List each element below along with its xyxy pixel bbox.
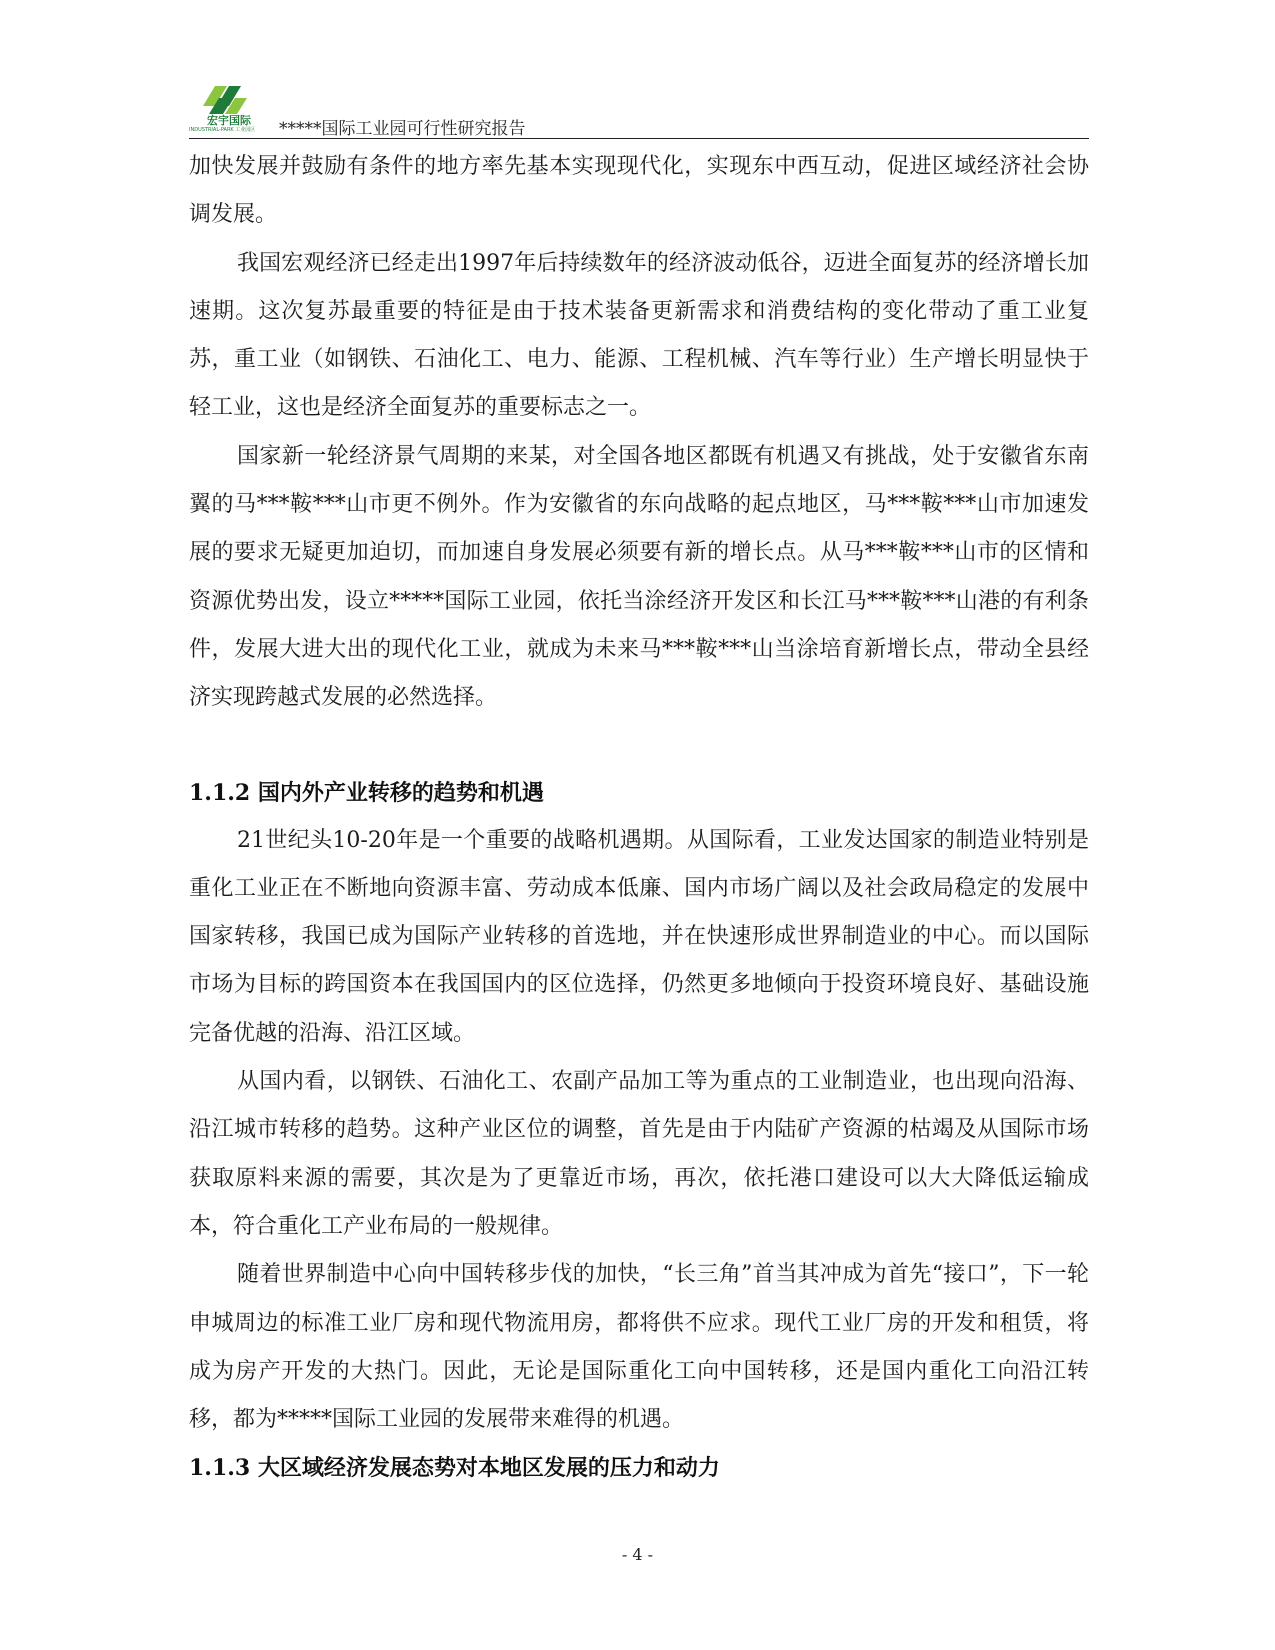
paragraph: 21世纪头10-20年是一个重要的战略机遇期。从国际看，工业发达国家的制造业特别是重化工业正在不断地向资源丰富、劳动成本低廉、国内市场广阔以及社会政局稳定的发展中国家转移，我国已成为国际产业转移的首选地，并在快速形成世界制造业的中心。而以国际市场为目标的跨国资本在我国国内的区位选择，仍然更多地倾向于投资环境良好、基础设施完备优越的沿海、沿江区域。 — [189, 827, 1089, 1046]
paragraph: 我国宏观经济已经走出1997年后持续数年的经济波动低谷，迈进全面复苏的经济增长加速期。这次复苏最重要的特征是由于技术装备更新需求和消费结构的变化带动了重工业复苏，重工业（如钢铁、石油化工、电力、能源、工程机械、汽车等行业）生产增长明显快于轻工业，这也是经济全面复苏的重要标志之一。 — [189, 250, 1089, 421]
section-heading: 1.1.3 大区域经济发展态势对本地区发展的压力和动力 — [189, 1455, 720, 1482]
section-heading: 1.1.2 国内外产业转移的趋势和机遇 — [189, 779, 544, 806]
logo-text: 宏宇国际 — [207, 114, 251, 127]
document-body — [189, 143, 1089, 1492]
spacer — [189, 723, 1089, 769]
header-title: *****国际工业园可行性研究报告 — [279, 119, 526, 139]
page-header — [189, 72, 1089, 139]
paragraph: 国家新一轮经济景气周期的来某，对全国各地区都既有机遇又有挑战，处于安徽省东南翼的马***鞍***山市更不例外。作为安徽省的东向战略的起点地区，马***鞍***山市加速发展的要求无疑更加迫切，而加速自身发展必须要有新的增长点。从马***鞍***山市的区情和资源优势出发，设立*****国际工业园，依托当涂经济开发区和长江马***鞍***山港的有利条件，发展大进大出的现代化工业，就成为未来马***鞍***山当涂培育新增长点，带动全县经济实现跨越式发展的必然选择。 — [189, 443, 1089, 711]
paragraph: 加快发展并鼓励有条件的地方率先基本实现现代化，实现东中西互动，促进区域经济社会协调发展。 — [189, 154, 1089, 228]
paragraph: 从国内看，以钢铁、石油化工、农副产品加工等为重点的工业制造业，也出现向沿海、沿江城市转移的趋势。这种产业区位的调整，首先是由于内陆矿产资源的枯竭及从国际市场获取原料来源的需要，其次是为了更靠近市场，再次，依托港口建设可以大大降低运输成本，符合重化工产业布局的一般规律。 — [189, 1069, 1089, 1239]
logo-subtext: INDUSTRIAL-PARK 工业园区 — [189, 127, 256, 133]
paragraph: 随着世界制造中心向中国转移步伐的加快，“长三角”首当其冲成为首先“接口”，下一轮申城周边的标准工业厂房和现代物流用房，都将供不应求。现代工业厂房的开发和租赁，将成为房产开发的大热门。因此，无论是国际重化工向中国转移，还是国内重化工向沿江转移，都为*****国际工业园的发展带来难得的机遇。 — [189, 1262, 1089, 1433]
page-number: - 4 - — [621, 1545, 654, 1564]
